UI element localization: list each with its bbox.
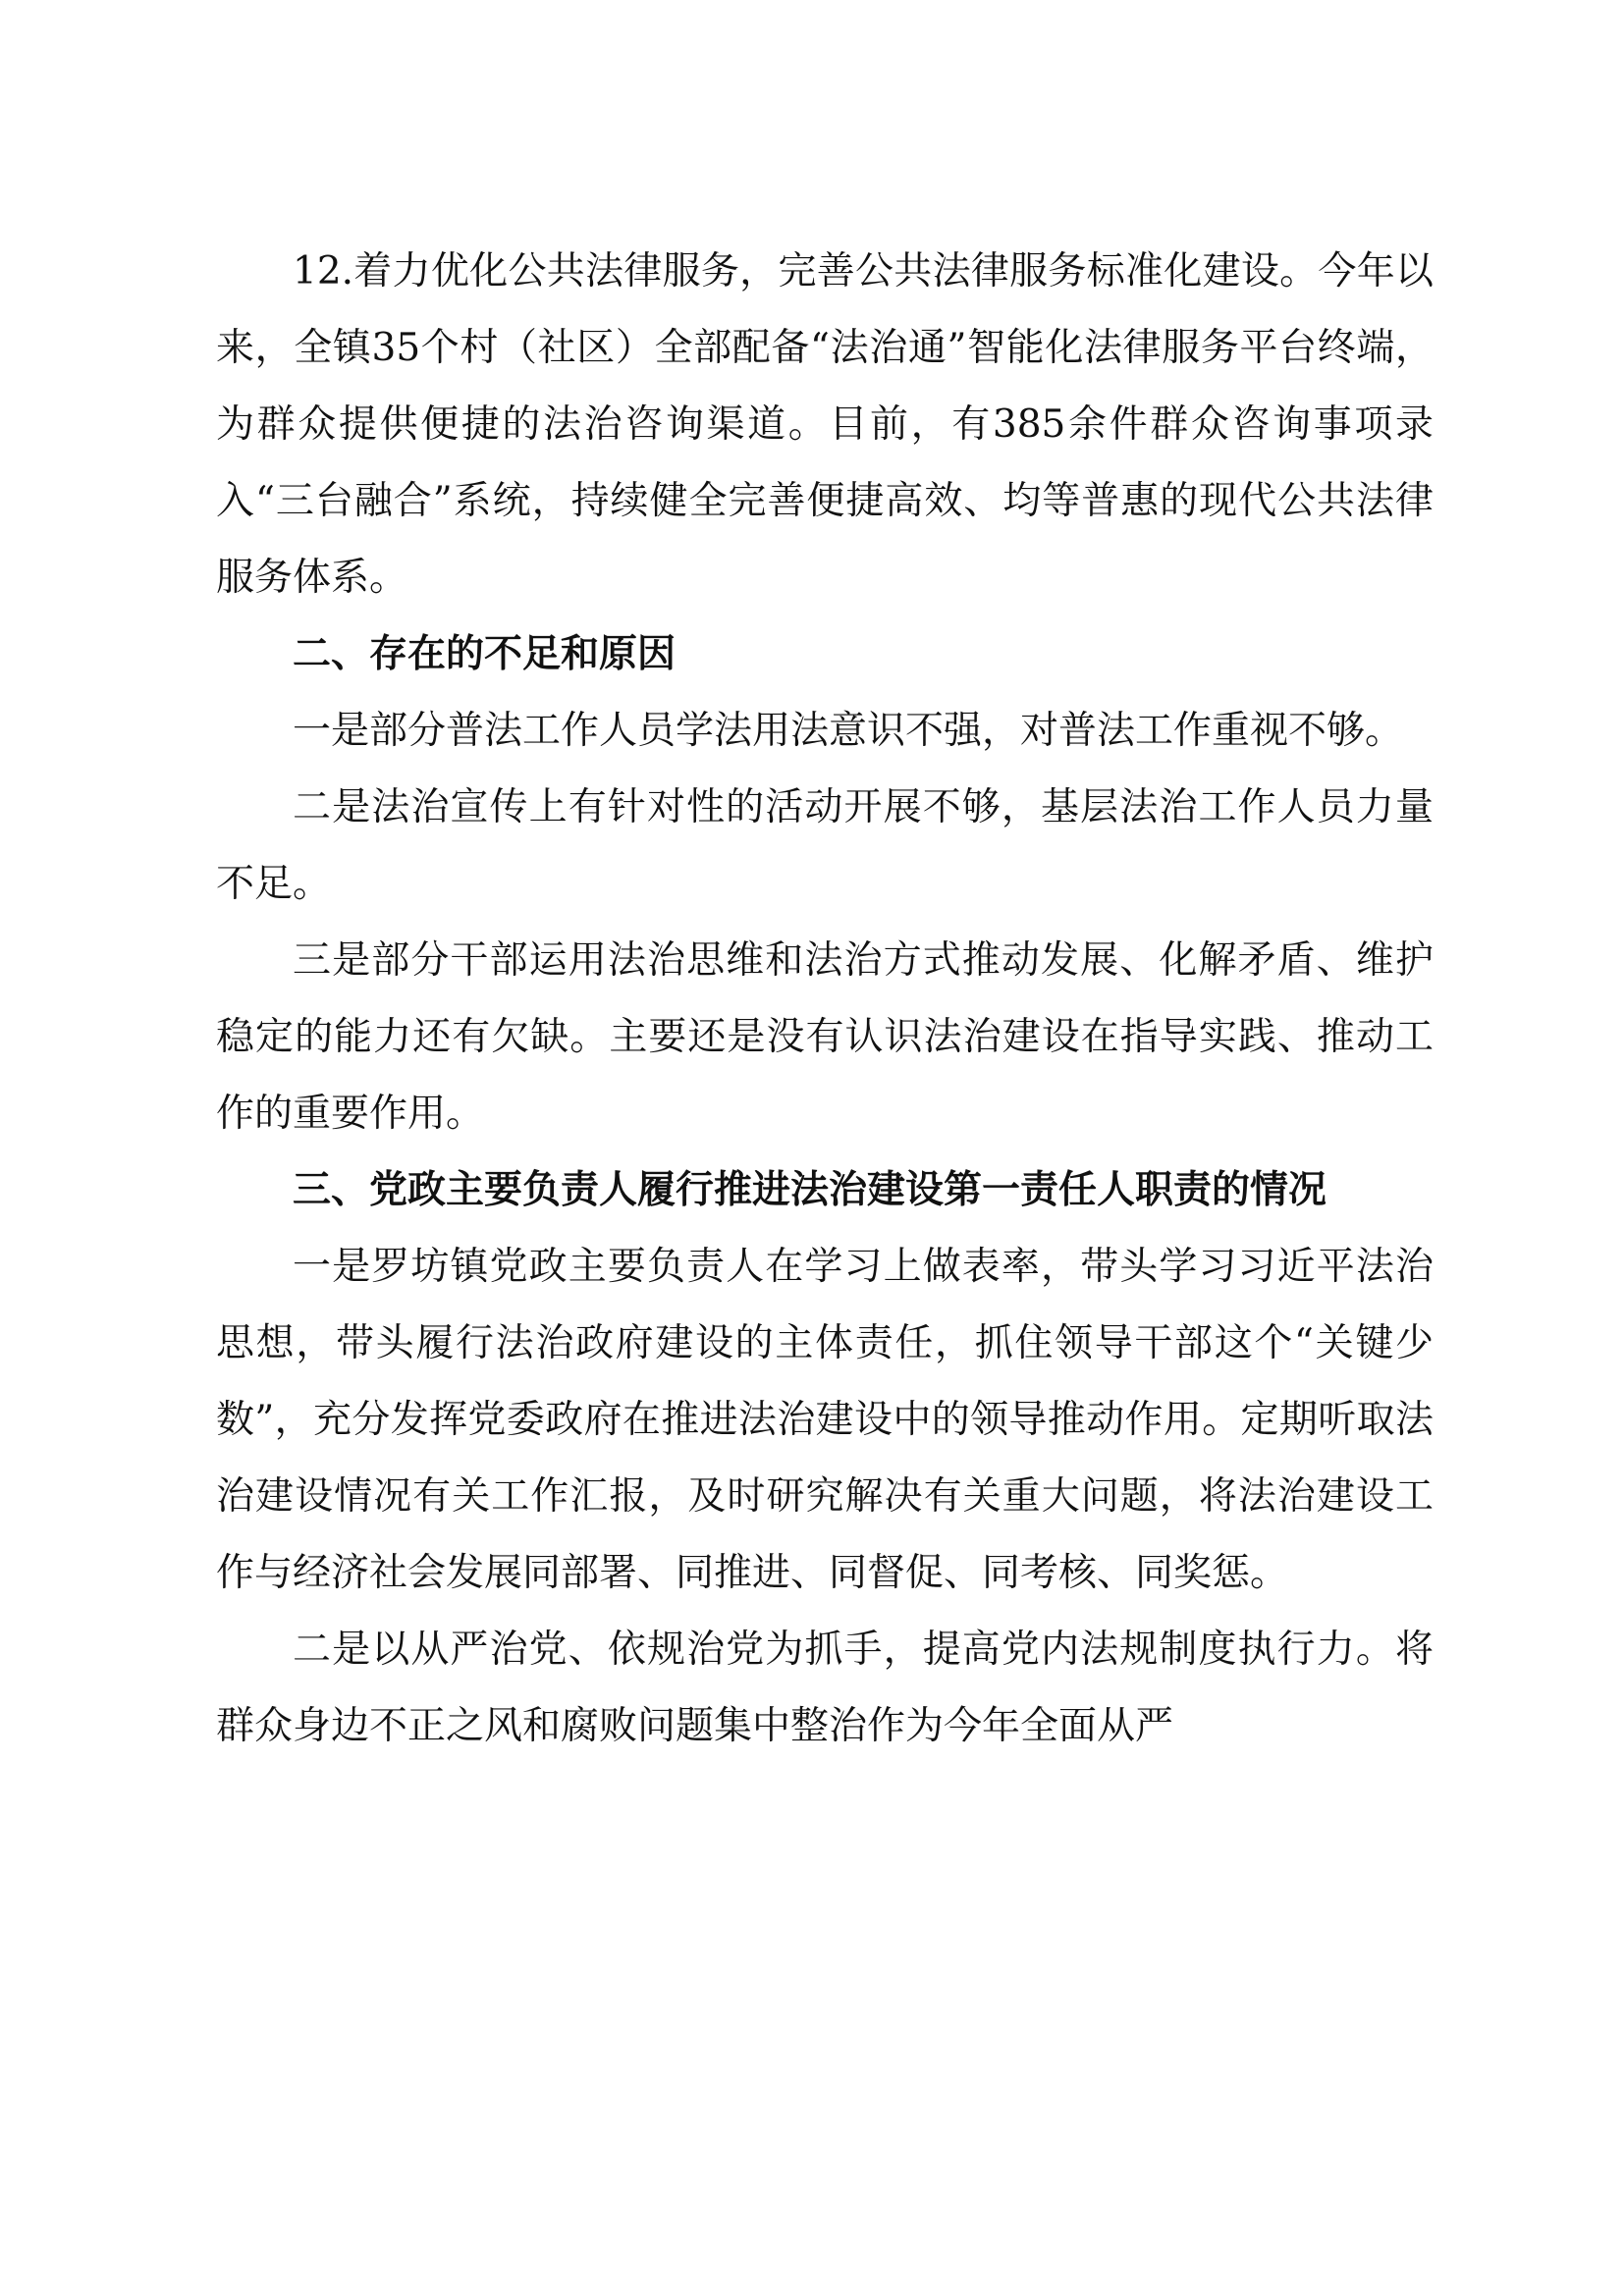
section-heading-shortcomings: 二、存在的不足和原因 [293, 632, 677, 676]
paragraph-shortcoming-one: 一是部分普法工作人员学法用法意识不强，对普法工作重视不够。 [293, 709, 1404, 753]
paragraph-responsibility-two: 二是以从严治党、依规治党为抓手，提高党内法规制度执行力。将群众身边不正之风和腐败问题集中整治作为今年全面从严 [216, 1628, 1434, 1748]
paragraph-shortcoming-three: 三是部分干部运用法治思维和法治方式推动发展、化解矛盾、维护稳定的能力还有欠缺。主要还是没有认识法治建设在指导实践、推动工作的重要作用。 [216, 938, 1434, 1136]
section-heading-responsibility: 三、党政主要负责人履行推进法治建设第一责任人职责的情况 [293, 1168, 1327, 1212]
paragraph-public-legal-services: 12.着力优化公共法律服务，完善公共法律服务标准化建设。今年以来，全镇35个村（社区）全部配备“法治通”智能化法律服务平台终端，为群众提供便捷的法治咨询渠道。目前，有385余件群众咨询事项录入“三台融合”系统，持续健全完善便捷高效、均等普惠的现代公共法律服务体系。 [216, 249, 1434, 600]
document-body [216, 234, 1434, 1765]
paragraph-shortcoming-two: 二是法治宣传上有针对性的活动开展不够，基层法治工作人员力量不足。 [216, 785, 1434, 906]
paragraph-responsibility-one: 一是罗坊镇党政主要负责人在学习上做表率，带头学习习近平法治思想，带头履行法治政府建设的主体责任，抓住领导干部这个“关键少数”，充分发挥党委政府在推进法治建设中的领导推动作用。定期听取法治建设情况有关工作汇报，及时研究解决有关重大问题，将法治建设工作与经济社会发展同部署、同推进、同督促、同考核、同奖惩。 [216, 1245, 1434, 1595]
